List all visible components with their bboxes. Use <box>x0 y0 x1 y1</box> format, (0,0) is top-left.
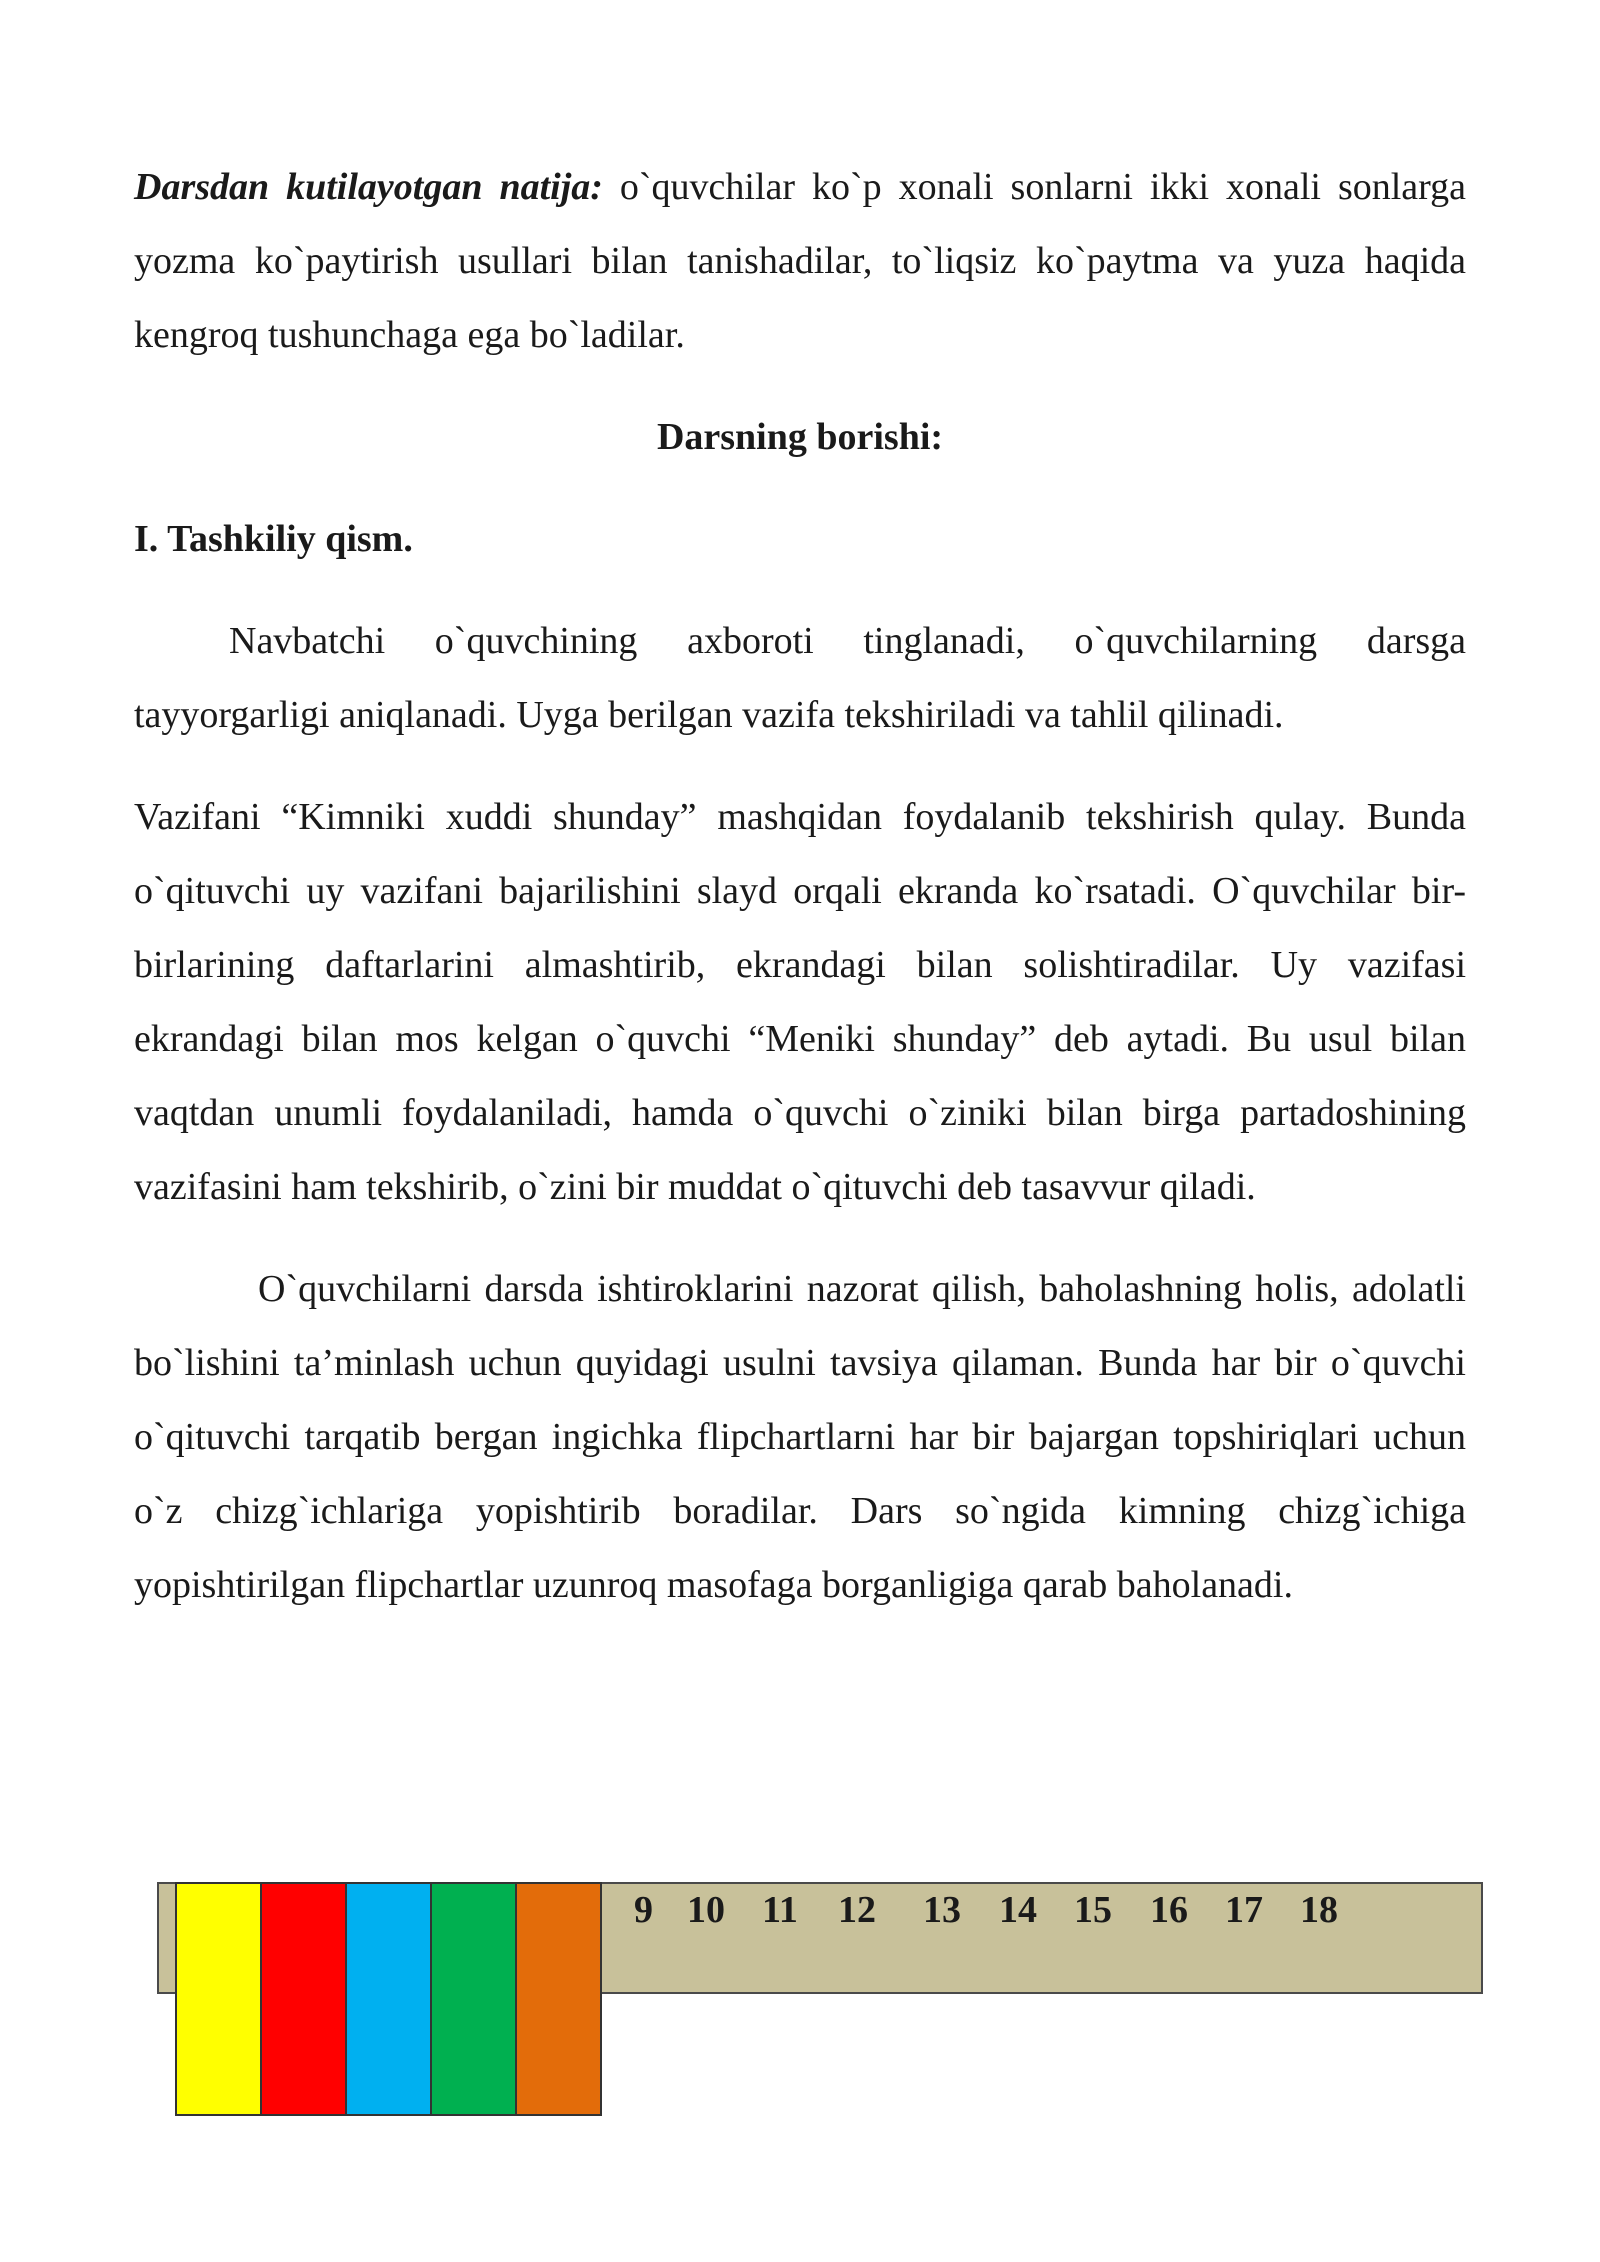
ruler-number: 15 <box>1074 1889 1112 1931</box>
intro-text: o`quvchilar ko`p xonali sonlarni ikki xonali sonlarga yozma ko`paytirish usullari bilan tanishadilar, to`liqsiz ko`paytma va yuza haqida kengroq tushunchaga ega bo`ladilar. <box>134 166 1466 356</box>
strip-green <box>432 1884 517 2114</box>
flipchart-strips <box>175 1882 602 2116</box>
strip-orange <box>517 1884 600 2114</box>
ruler-number: 16 <box>1150 1889 1188 1931</box>
ruler-number: 12 <box>838 1889 876 1931</box>
intro-paragraph <box>134 150 1466 372</box>
strip-yellow <box>177 1884 262 2114</box>
ruler-number: 14 <box>999 1889 1037 1931</box>
ruler-number: 18 <box>1300 1889 1338 1931</box>
strip-red <box>262 1884 347 2114</box>
ruler-number: 13 <box>923 1889 961 1931</box>
document-page <box>134 150 1466 1622</box>
paragraph-3: O`quvchilarni darsda ishtiroklarini nazorat qilish, baholashning holis, adolatli bo`lishini ta’minlash uchun quyidagi usulni tavsiya qilaman. Bunda har bir o`quvchi o`qituvchi tarqatib bergan ingichka flipchartlarni har bir bajargan topshiriqlari uchun o`z chizg`ichlariga yopishtirib boradilar. Dars so`ngida kimning chizg`ichiga yopishtirilgan flipchartlar uzunroq masofaga borganligiga qarab baholanadi. <box>134 1268 1466 1606</box>
intro-lead: Darsdan kutilayotgan natija: <box>134 166 603 208</box>
ruler-number: 10 <box>687 1889 725 1931</box>
paragraph-1: Navbatchi o`quvchining axboroti tinglanadi, o`quvchilarning darsga tayyorgarligi aniqlanadi. Uyga berilgan vazifa tekshiriladi va tahlil qilinadi. <box>134 620 1466 736</box>
ruler-number: 17 <box>1225 1889 1263 1931</box>
section-heading: I. Tashkiliy qism. <box>134 518 413 560</box>
lesson-progress-heading: Darsning borishi: <box>656 416 944 458</box>
ruler-number: 9 <box>634 1889 653 1931</box>
ruler-number: 11 <box>762 1889 798 1931</box>
strip-blue <box>347 1884 432 2114</box>
paragraph-2: Vazifani “Kimniki xuddi shunday” mashqidan foydalanib tekshirish qulay. Bunda o`qituvchi uy vazifani bajarilishini slayd orqali ekranda ko`rsatadi. O`quvchilar bir-birlarining daftarlarini almashtirib, ekrandagi bilan solishtiradilar. Uy vazifasi ekrandagi bilan mos kelgan o`quvchi “Meniki shunday” deb aytadi. Bu usul bilan vaqtdan unumli foydalaniladi, hamda o`quvchi o`ziniki bilan birga partadoshining vazifasini ham tekshirib, o`zini bir muddat o`qituvchi deb tasavvur qiladi. <box>134 796 1466 1208</box>
